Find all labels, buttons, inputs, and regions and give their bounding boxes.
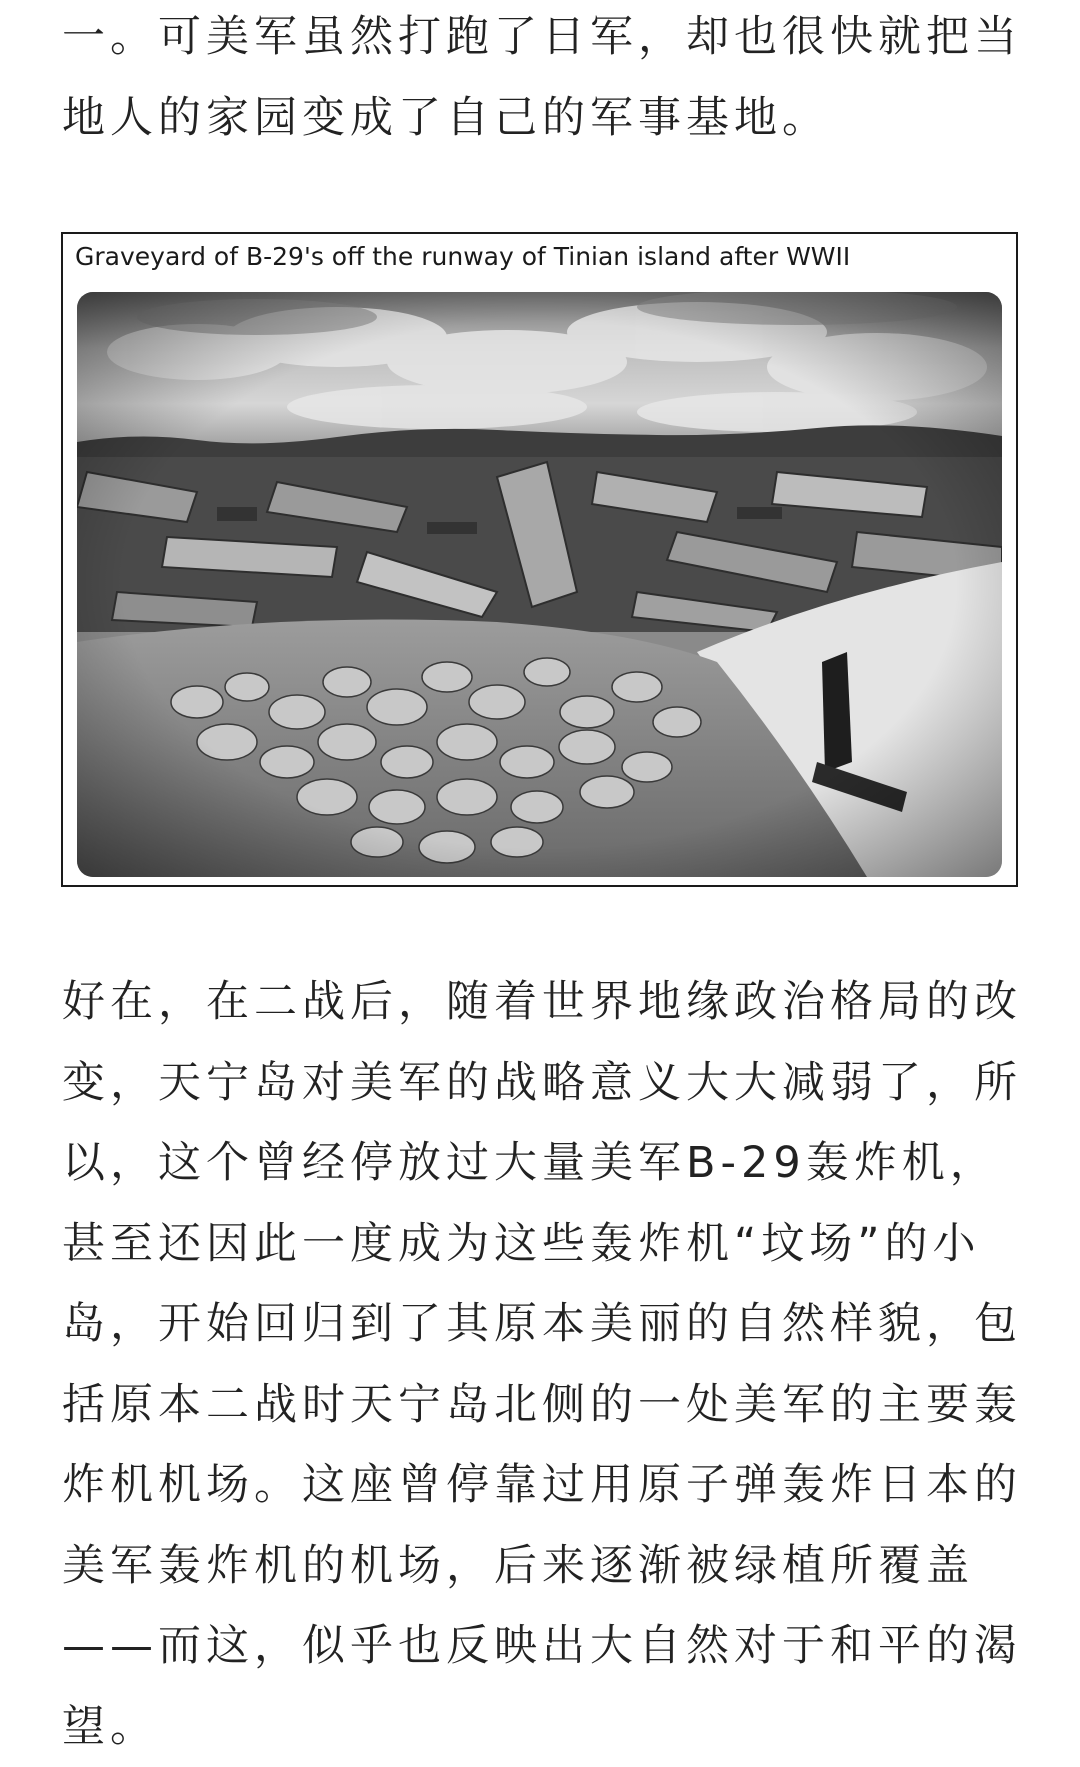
b29-graveyard-photo[interactable] bbox=[77, 292, 1002, 877]
article-paragraph-bottom: 好在，在二战后，随着世界地缘政治格局的改变，天宁岛对美军的战略意义大大减弱了，所以，这个曾经停放过大量美军B-29轰炸机，甚至还因此一度成为这些轰炸机“坟场”的小岛，开始回归到了其原本美丽的自然样貌，包括原本二战时天宁岛北侧的一处美军的主要轰炸机机场。这座曾停靠过用原子弹轰炸日本的美军轰炸机的机场，后来逐渐被绿植所覆盖——而这，似乎也反映出大自然对于和平的渴望。 bbox=[62, 977, 1022, 1752]
photo-illustration bbox=[77, 292, 1002, 877]
article-figure bbox=[61, 232, 1018, 887]
article-paragraph-top: 一。可美军虽然打跑了日军，却也很快就把当地人的家园变成了自己的军事基地。 bbox=[62, 12, 1022, 143]
figure-caption: Graveyard of B-29's off the runway of Tinian island after WWII bbox=[75, 242, 851, 271]
